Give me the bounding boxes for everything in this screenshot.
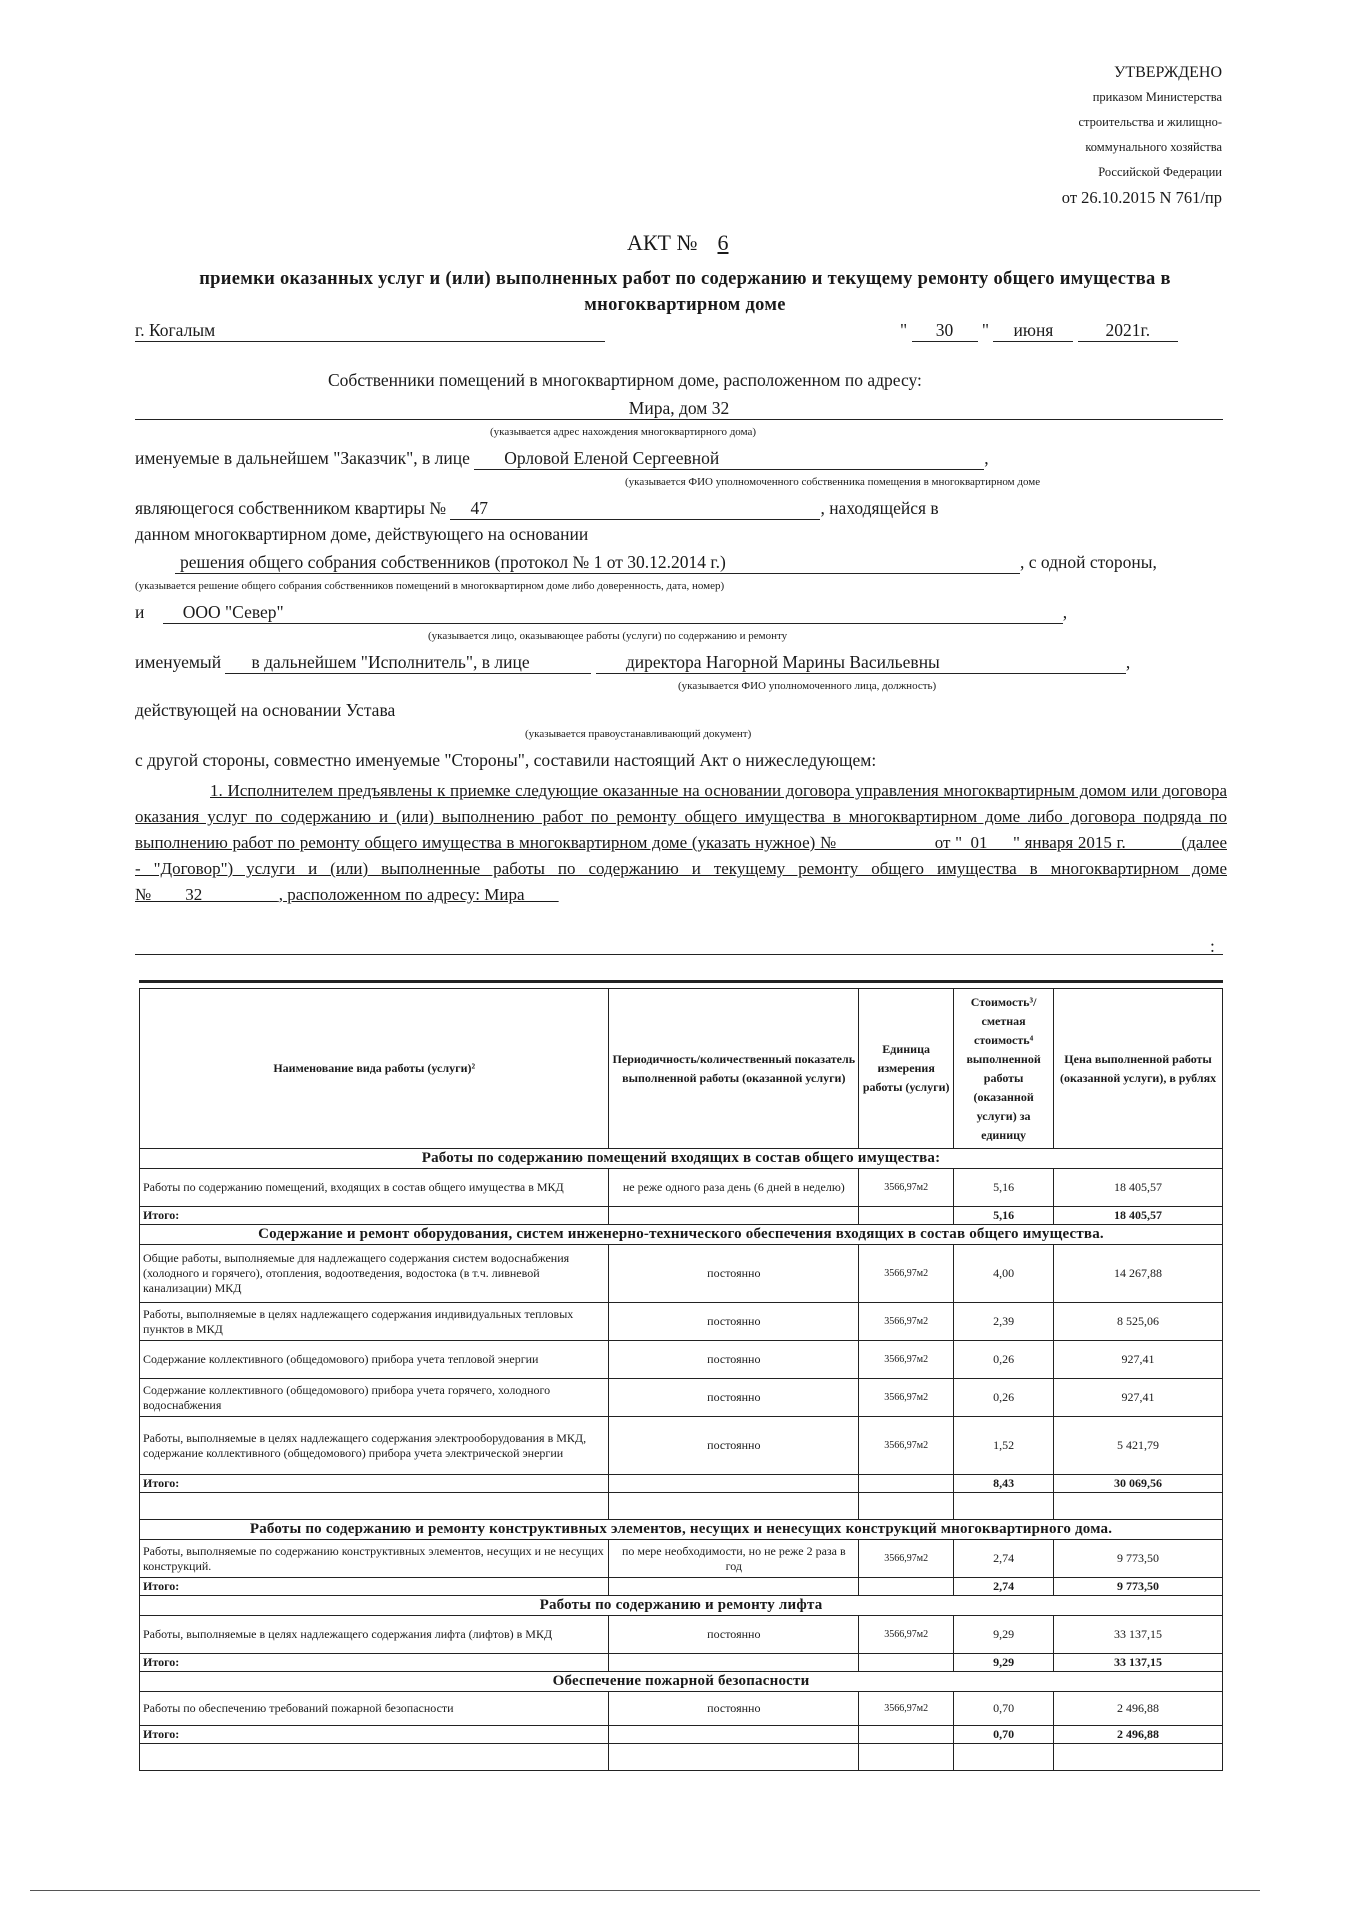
cell-period: не реже одного раза день (6 дней в неделю) (609, 1169, 859, 1207)
customer-prefix: именуемые в дальнейшем "Заказчик", в лице (135, 448, 470, 468)
and: и (135, 602, 145, 622)
charter-note: (указывается правоустанавливающий документ) (525, 728, 752, 740)
cell-period: постоянно (609, 1341, 859, 1379)
cell-period: по мере необходимости, но не реже 2 раза в год (609, 1540, 859, 1578)
executor: в дальнейшем "Исполнитель", в лице (225, 652, 591, 674)
approval-heading: УТВЕРЖДЕНО (1113, 64, 1222, 81)
cell-cost: 4,00 (954, 1245, 1054, 1303)
act-subtitle: приемки оказанных услуг и (или) выполненных работ по содержанию и текущему ремонту общего имущества в многоквартирном доме (199, 269, 1171, 315)
address: Мира, дом 32 (135, 398, 1223, 420)
total-row (140, 1207, 1223, 1225)
cell-name: Содержание коллективного (общедомового) прибора учета тепловой энергии (140, 1341, 609, 1379)
total-cost: 2,74 (954, 1578, 1054, 1596)
cell-cost: 0,26 (954, 1341, 1054, 1379)
total-cost: 8,43 (954, 1475, 1054, 1493)
cell-cost: 0,70 (954, 1692, 1054, 1726)
cell-name: Общие работы, выполняемые для надлежащего содержания систем водоснабжения (холодного и горячего), отопления, водоотведения, водостока (в т.ч. ливневой канализации) МКД (140, 1245, 609, 1303)
total-label: Итого: (140, 1475, 609, 1493)
cell-unit: 3566,97м2 (859, 1169, 954, 1207)
empty-row (140, 1744, 1223, 1771)
colon: : (1210, 936, 1215, 956)
clause-1: 1. Исполнителем предъявлены к приемке следующие оказанные на основании договора управления многоквартирным домом или договора оказания услуг по содержанию и (или) выполнению работ по ремонту общего имущества в многоквартирном доме либо договора подряда по выполнению работ по ремонту общего имущества в многоквартирном доме (указать нужное) №___________ от "_01___" января 2015 г.______ (далее - "Договор") услуги и (или) выполненные работы по содержанию и текущему ремонту общего имущества в многоквартирном доме №____32_________, расположенном по адресу: Мира____ (135, 781, 1227, 904)
table-row (140, 1245, 1223, 1303)
cell-name: Работы, выполняемые в целях надлежащего содержания электрооборудования в МКД, содержание коллективного (общедомового) прибора учета электрической энергии (140, 1417, 609, 1475)
executor-note: (указывается ФИО уполномоченного лица, должность) (678, 680, 937, 692)
section-title: Работы по содержанию и ремонту лифта (140, 1596, 1223, 1616)
date-month: июня (993, 320, 1073, 342)
date-line (900, 320, 1178, 342)
cell-unit: 3566,97м2 (859, 1616, 954, 1654)
page-bottom-line (30, 1890, 1260, 1891)
col-header-price: Цена выполненной работы (оказанной услуги), в рублях (1054, 989, 1223, 1149)
date-quote-close: " (981, 320, 990, 340)
section-row (140, 1596, 1223, 1616)
cell-cost: 5,16 (954, 1169, 1054, 1207)
empty-row (140, 1493, 1223, 1520)
cell-cost: 0,26 (954, 1379, 1054, 1417)
table-row (140, 1692, 1223, 1726)
table-top-border (139, 980, 1223, 983)
cell-period: постоянно (609, 1417, 859, 1475)
cell-period: постоянно (609, 1379, 859, 1417)
basis-line: данном многоквартирном доме, действующего на основании (135, 524, 589, 544)
works-table (139, 988, 1223, 1771)
date-year: 2021г. (1078, 320, 1178, 342)
other-side: с другой стороны, совместно именуемые "Стороны", составили настоящий Акт о нижеследующем: (135, 750, 877, 770)
basis-note: (указывается решение общего собрания собственников помещений в многоквартирном доме либо доверенность, дата, номер) (135, 580, 725, 592)
section-row (140, 1149, 1223, 1169)
table-row (140, 1540, 1223, 1578)
section-title: Содержание и ремонт оборудования, систем инженерно-технического обеспечения входящих в состав общего имущества. (140, 1225, 1223, 1245)
section-title: Работы по содержанию и ремонту конструктивных элементов, несущих и ненесущих конструкций многоквартирного дома. (140, 1520, 1223, 1540)
total-row (140, 1578, 1223, 1596)
contractor-line: и ООО "Север" , (135, 602, 1068, 622)
cell-cost: 2,74 (954, 1540, 1054, 1578)
approval-line: коммунального хозяйства (1085, 140, 1222, 154)
apartment-line (135, 498, 939, 520)
table-row (140, 1417, 1223, 1475)
cell-name: Работы, выполняемые в целях надлежащего содержания лифта (лифтов) в МКД (140, 1616, 609, 1654)
cell-unit: 3566,97м2 (859, 1417, 954, 1475)
cell-unit: 3566,97м2 (859, 1245, 954, 1303)
section-title: Обеспечение пожарной безопасности (140, 1672, 1223, 1692)
date-day: 30 (912, 320, 978, 342)
cell-unit: 3566,97м2 (859, 1692, 954, 1726)
approval-line: приказом Министерства (1092, 90, 1222, 104)
table-row (140, 1303, 1223, 1341)
customer-note: (указывается ФИО уполномоченного собственника помещения в многоквартирном доме (625, 476, 1041, 488)
total-cost: 5,16 (954, 1207, 1054, 1225)
contractor: ООО "Север" (163, 602, 1063, 624)
cell-price: 2 496,88 (1054, 1692, 1223, 1726)
total-price: 9 773,50 (1054, 1578, 1223, 1596)
total-label: Итого: (140, 1578, 609, 1596)
cell-unit: 3566,97м2 (859, 1540, 954, 1578)
cell-cost: 1,52 (954, 1417, 1054, 1475)
cell-unit: 3566,97м2 (859, 1379, 954, 1417)
cell-cost: 2,39 (954, 1303, 1054, 1341)
section-row (140, 1672, 1223, 1692)
table-row (140, 1169, 1223, 1207)
apartment-prefix: являющегося собственником квартиры № (135, 498, 447, 518)
cell-name: Работы по обеспечению требований пожарной безопасности (140, 1692, 609, 1726)
section-row (140, 1520, 1223, 1540)
col-header-unit: Единица измерения работы (услуги) (859, 989, 954, 1149)
total-cost: 9,29 (954, 1654, 1054, 1672)
cell-period: постоянно (609, 1692, 859, 1726)
cell-price: 9 773,50 (1054, 1540, 1223, 1578)
cell-period: постоянно (609, 1303, 859, 1341)
date-quote-open: " (900, 320, 908, 340)
cell-price: 5 421,79 (1054, 1417, 1223, 1475)
city: г. Когалым (135, 320, 605, 342)
charter: действующей на основании Устава (135, 700, 396, 720)
col-header-name: Наименование вида работы (услуги)² (140, 989, 609, 1149)
basis-row (175, 552, 1157, 574)
address-blank-line (135, 954, 1223, 955)
total-label: Итого: (140, 1726, 609, 1744)
total-price: 18 405,57 (1054, 1207, 1223, 1225)
col-header-period: Периодичность/количественный показатель выполненной работы (оказанной услуги) (609, 989, 859, 1149)
total-row (140, 1654, 1223, 1672)
customer-line: именуемые в дальнейшем "Заказчик", в лице Орловой Еленой Сергеевной , (135, 448, 989, 468)
col-header-cost: Стоимость³/сметная стоимость⁴ выполненной работы (оказанной услуги) за единицу (954, 989, 1054, 1149)
owners-intro: Собственники помещений в многоквартирном доме, расположенном по адресу: (328, 370, 922, 390)
cell-name: Работы, выполняемые по содержанию конструктивных элементов, несущих и не несущих конструкций. (140, 1540, 609, 1578)
executor-prefix: именуемый (135, 652, 222, 672)
cell-price: 18 405,57 (1054, 1169, 1223, 1207)
act-title (0, 230, 1370, 256)
one-side: , с одной стороны, (1020, 552, 1157, 572)
address-note: (указывается адрес нахождения многоквартирного дома) (490, 426, 757, 438)
cell-unit: 3566,97м2 (859, 1341, 954, 1379)
approval-line: строительства и жилищно- (1078, 115, 1222, 129)
cell-price: 8 525,06 (1054, 1303, 1223, 1341)
basis: решения общего собрания собственников (протокол № 1 от 30.12.2014 г.) (175, 552, 1020, 574)
table-header-row (140, 989, 1223, 1149)
approval-order: от 26.10.2015 N 761/пр (1061, 188, 1222, 207)
section-title: Работы по содержанию помещений входящих в состав общего имущества: (140, 1149, 1223, 1169)
total-price: 2 496,88 (1054, 1726, 1223, 1744)
approval-block (1062, 60, 1222, 210)
table-row (140, 1616, 1223, 1654)
cell-price: 927,41 (1054, 1379, 1223, 1417)
executor-person: директора Нагорной Марины Васильевны (596, 652, 1126, 674)
total-cost: 0,70 (954, 1726, 1054, 1744)
apartment-suffix: , находящейся в (820, 498, 939, 518)
cell-cost: 9,29 (954, 1616, 1054, 1654)
city-line (135, 320, 605, 342)
customer-name: Орловой Еленой Сергеевной (474, 448, 984, 470)
total-price: 30 069,56 (1054, 1475, 1223, 1493)
section-row (140, 1225, 1223, 1245)
cell-price: 927,41 (1054, 1341, 1223, 1379)
act-title-prefix: АКТ № (627, 230, 698, 255)
cell-name: Работы по содержанию помещений, входящих в состав общего имущества в МКД (140, 1169, 609, 1207)
cell-name: Содержание коллективного (общедомового) прибора учета горячего, холодного водоснабжения (140, 1379, 609, 1417)
total-row (140, 1726, 1223, 1744)
cell-period: постоянно (609, 1245, 859, 1303)
act-number: 6 (717, 230, 729, 255)
cell-unit: 3566,97м2 (859, 1303, 954, 1341)
table-row (140, 1379, 1223, 1417)
cell-price: 14 267,88 (1054, 1245, 1223, 1303)
contractor-note: (указывается лицо, оказывающее работы (услуги) по содержанию и ремонту (428, 630, 788, 642)
executor-line: именуемый в дальнейшем "Исполнитель", в лице директора Нагорной Марины Васильевны , (135, 652, 1131, 672)
cell-price: 33 137,15 (1054, 1616, 1223, 1654)
total-row (140, 1475, 1223, 1493)
table-row (140, 1341, 1223, 1379)
cell-name: Работы, выполняемые в целях надлежащего содержания индивидуальных тепловых пунктов в МКД (140, 1303, 609, 1341)
total-price: 33 137,15 (1054, 1654, 1223, 1672)
approval-line: Российской Федерации (1098, 165, 1222, 179)
apartment-number: 47 (450, 498, 820, 520)
total-label: Итого: (140, 1207, 609, 1225)
total-label: Итого: (140, 1654, 609, 1672)
cell-period: постоянно (609, 1616, 859, 1654)
